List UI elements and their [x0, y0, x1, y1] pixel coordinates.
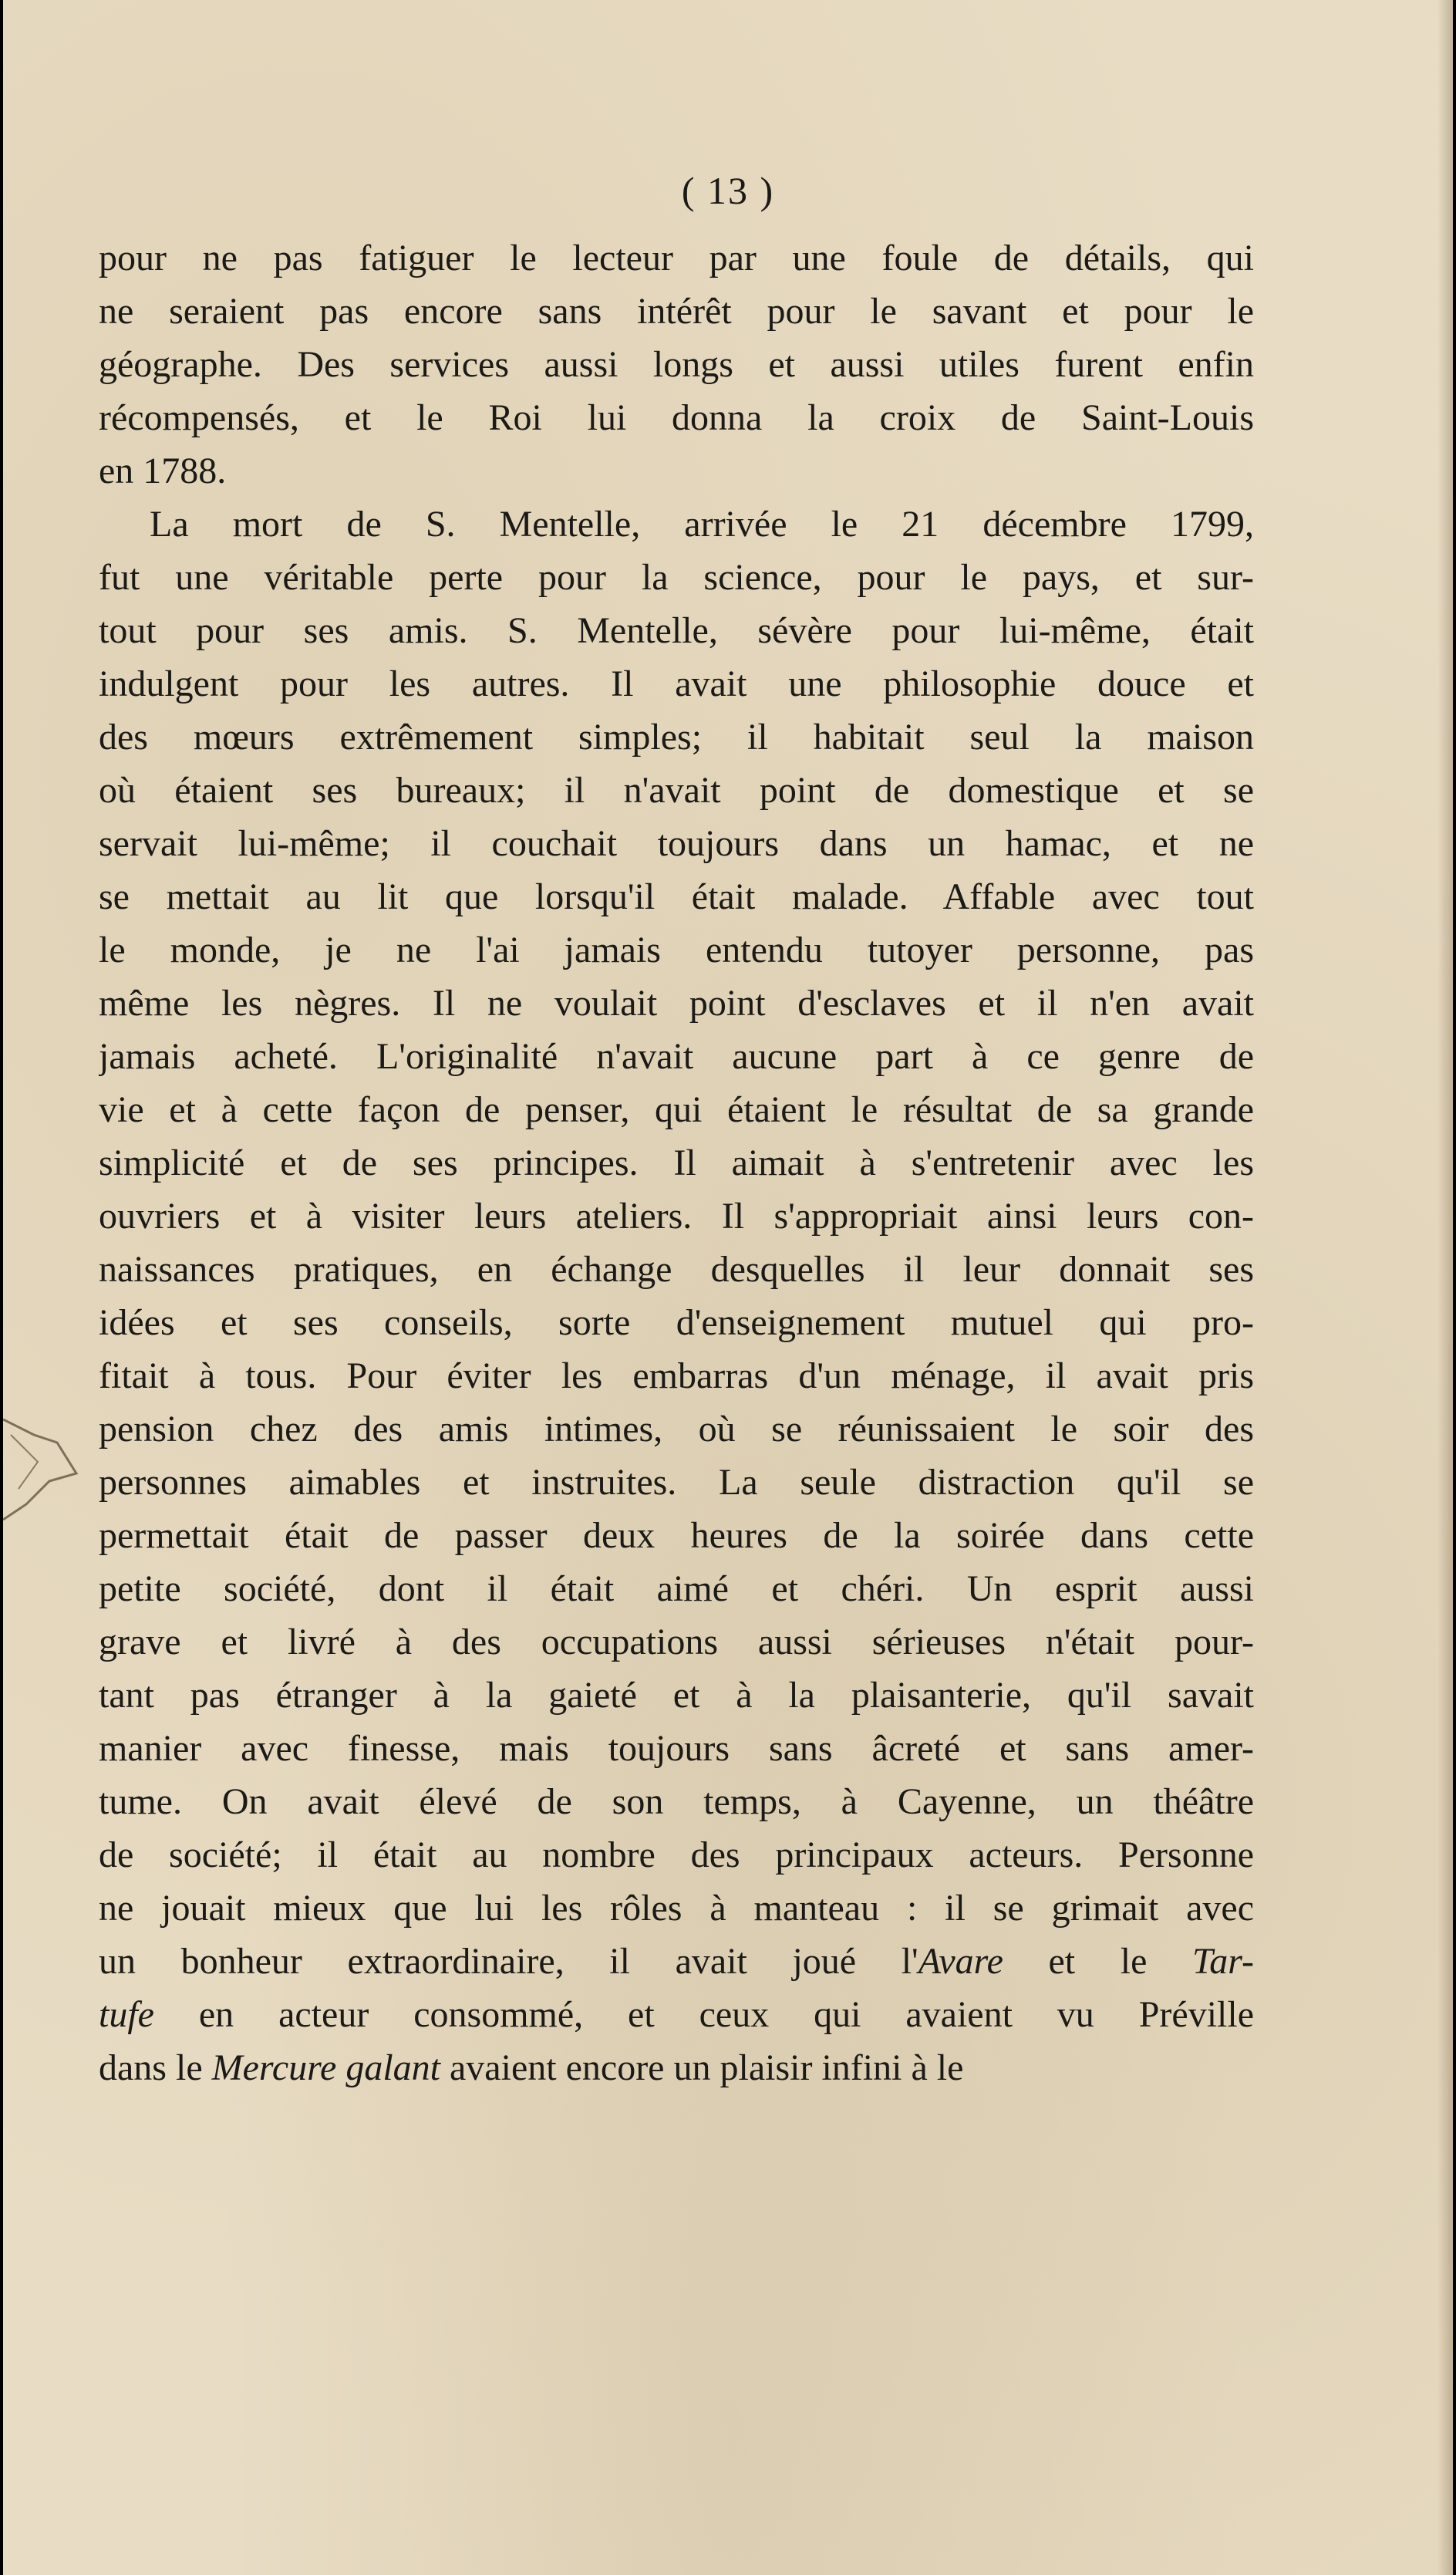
text-line [99, 604, 1254, 657]
text-line [99, 1988, 1254, 2041]
text-segment: fitait à tous. Pour éviter les embarras d'un ménage, il avait pris [99, 1355, 1254, 1396]
text-segment: le monde, je ne l'ai jamais entendu tutoyer personne, pas [99, 930, 1254, 970]
page-number: ( 13 ) [681, 169, 775, 212]
text-line [99, 977, 1254, 1030]
text-segment: naissances pratiques, en échange desquelles il leur donnait ses [99, 1249, 1254, 1290]
text-line [99, 551, 1254, 604]
text-line [99, 1669, 1254, 1722]
text-segment: tume. On avait élevé de son temps, à Cayenne, un théâtre [99, 1781, 1254, 1822]
text-segment: indulgent pour les autres. Il avait une philosophie douce et [99, 663, 1254, 704]
text-segment: simplicité et de ses principes. Il aimait à s'entretenir avec les [99, 1142, 1254, 1183]
text-line [99, 1030, 1254, 1083]
text-line [99, 1881, 1254, 1935]
text-segment: où étaient ses bureaux; il n'avait point de domestique et se [99, 770, 1254, 811]
italic-text-segment: Tar- [1192, 1941, 1254, 1982]
text-segment: vie et à cette façon de penser, qui étaient le résultat de sa grande [99, 1089, 1254, 1130]
text-segment: même les nègres. Il ne voulait point d'esclaves et il n'en avait [99, 983, 1254, 1024]
text-segment: grave et livré à des occupations aussi sérieuses n'était pour- [99, 1622, 1254, 1662]
text-line [99, 870, 1254, 923]
text-segment: personnes aimables et instruites. La seule distraction qu'il se [99, 1462, 1254, 1503]
text-segment: et le [1003, 1941, 1192, 1982]
text-segment: permettait était de passer deux heures de la soirée dans cette [99, 1515, 1254, 1556]
text-segment: des mœurs extrêmement simples; il habitait seul la maison [99, 717, 1254, 758]
text-line [99, 444, 1254, 498]
text-line [99, 764, 1254, 817]
text-segment: tout pour ses amis. S. Mentelle, sévère pour lui-même, était [99, 610, 1254, 651]
text-segment: pour ne pas fatiguer le lecteur par une foule de détails, qui [99, 238, 1254, 278]
text-line [99, 923, 1254, 977]
text-segment: un bonheur extraordinaire, il avait joué l' [99, 1941, 918, 1982]
text-segment: La mort de S. Mentelle, arrivée le 21 décembre 1799, [150, 504, 1254, 545]
text-segment: en 1788. [99, 451, 227, 491]
text-line [99, 391, 1254, 444]
text-segment: idées et ses conseils, sorte d'enseignement mutuel qui pro- [99, 1302, 1254, 1343]
italic-text-segment: tufe [99, 1994, 154, 2035]
text-segment: tant pas étranger à la gaieté et à la plaisanterie, qu'il savait [99, 1675, 1254, 1716]
italic-text-segment: Mercure galant [211, 2047, 440, 2088]
text-line [99, 1509, 1254, 1562]
text-line [99, 1243, 1254, 1296]
torn-edge-mark [3, 1389, 88, 1543]
text-line [99, 1562, 1254, 1615]
text-segment: en acteur consommé, et ceux qui avaient vu Préville [153, 1994, 1254, 2035]
text-line [99, 285, 1254, 338]
text-line [99, 1349, 1254, 1402]
text-line [99, 1615, 1254, 1669]
text-line [99, 338, 1254, 391]
text-line [99, 657, 1254, 710]
text-line [99, 710, 1254, 764]
text-segment: de société; il était au nombre des principaux acteurs. Personne [99, 1834, 1254, 1875]
text-line [99, 1935, 1254, 1988]
text-line [99, 817, 1254, 870]
text-segment: géographe. Des services aussi longs et aussi utiles furent enfin [99, 344, 1254, 385]
text-segment: ne seraient pas encore sans intérêt pour le savant et pour le [99, 291, 1254, 332]
text-line [99, 498, 1254, 551]
italic-text-segment: Avare [918, 1941, 1003, 1982]
text-line [99, 1136, 1254, 1190]
text-segment: récompensés, et le Roi lui donna la croix de Saint-Louis [99, 397, 1254, 438]
text-line [99, 1190, 1254, 1243]
text-segment: jamais acheté. L'originalité n'avait aucune part à ce genre de [99, 1036, 1254, 1077]
text-segment: petite société, dont il était aimé et chéri. Un esprit aussi [99, 1568, 1254, 1609]
text-line [99, 231, 1254, 285]
text-line [99, 1083, 1254, 1136]
text-segment: dans le [99, 2047, 212, 2088]
text-line [99, 1456, 1254, 1509]
text-segment: avaient encore un plaisir infini à le [440, 2047, 964, 2088]
text-segment: pension chez des amis intimes, où se réunissaient le soir des [99, 1409, 1254, 1449]
text-line [99, 1775, 1254, 1828]
page-edge-shadow [1437, 0, 1453, 2575]
text-segment: ne jouait mieux que lui les rôles à manteau : il se grimait avec [99, 1888, 1254, 1929]
text-segment: servait lui-même; il couchait toujours dans un hamac, et ne [99, 823, 1254, 864]
text-segment: fut une véritable perte pour la science, pour le pays, et sur- [99, 557, 1254, 598]
text-segment: ouvriers et à visiter leurs ateliers. Il s'appropriait ainsi leurs con- [99, 1196, 1254, 1237]
text-line [99, 1828, 1254, 1881]
text-line [99, 1722, 1254, 1775]
book-page [3, 0, 1453, 2575]
body-text [99, 231, 1254, 2094]
text-line [99, 1296, 1254, 1349]
text-segment: manier avec finesse, mais toujours sans âcreté et sans amer- [99, 1728, 1254, 1769]
text-line [99, 2041, 1254, 2094]
text-segment: se mettait au lit que lorsqu'il était malade. Affable avec tout [99, 876, 1254, 917]
text-line [99, 1402, 1254, 1456]
